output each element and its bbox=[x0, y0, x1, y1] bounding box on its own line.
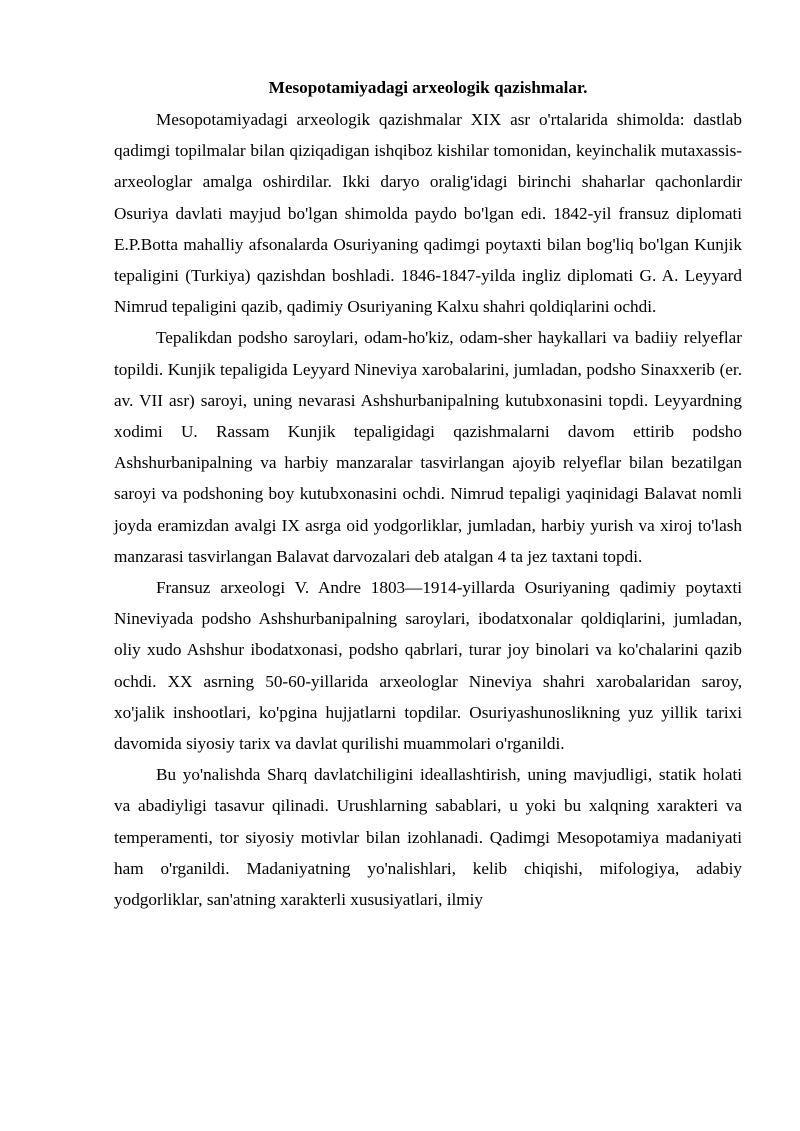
paragraph-3: Fransuz arxeologi V. Andre 1803—1914-yillarda Osuriyaning qadimiy poytaxti Nineviyada podsho Ashshurbanipalning saroylari, ibodatxonalar qoldiqlarini, jumladan, oliy xudo Ashshur ibodatxonasi, podsho qabrlari, turar joy binolari va ko'chalarini qazib ochdi. XX asrning 50-60-yillarida arxeologlar Nineviya shahri xarobalaridan saroy, xo'jalik inshootlari, ko'pgina hujjatlarni topdilar. Osuriyashunoslikning yuz yillik tarixi davomida siyosiy tarix va davlat qurilishi muammolari o'rganildi. bbox=[114, 578, 742, 754]
document-title: Mesopotamiyadagi arxeologik qazishmalar. bbox=[268, 78, 588, 97]
paragraph-1: Mesopotamiyadagi arxeologik qazishmalar XIX asr o'rtalarida shimolda: dastlab qadimgi topilmalar bilan qiziqadigan ishqiboz kishilar tomonidan, keyinchalik mutaxassis-arxeologlar amalga oshirdilar. Ikki daryo oralig'idagi birinchi shaharlar qachonlardir Osuriya davlati mayjud bo'lgan shimolda paydo bo'lgan edi. 1842-yil fransuz diplomati E.P.Botta mahalliy afsonalarda Osuriyaning qadimgi poytaxti bilan bog'liq bo'lgan Kunjik tepaligini (Turkiya) qazishdan boshladi. 1846-1847-yilda ingliz diplomati G. A. Leyyard Nimrud tepaligini qazib, qadimiy Osuriyaning Kalxu shahri qoldiqlarini ochdi. bbox=[114, 110, 742, 317]
paragraph-4: Bu yo'nalishda Sharq davlatchiligini ideallashtirish, uning mavjudligi, statik holati va abadiyligi tasavur qilinadi. Urushlarning sabablari, u yoki bu xalqning xarakteri va temperamenti, tor siyosiy motivlar bilan izohlanadi. Qadimgi Mesopotamiya madaniyati ham o'rganildi. Madaniyatning yo'nalishlari, kelib chiqishi, mifologiya, adabiy yodgorliklar, san'atning xarakterli xususiyatlari, ilmiy bbox=[114, 765, 742, 910]
paragraph-2: Tepalikdan podsho saroylari, odam-ho'kiz, odam-sher haykallari va badiiy relyeflar topildi. Kunjik tepaligida Leyyard Nineviya xarobalarini, jumladan, podsho Sinaxxerib (er. av. VII asr) saroyi, uning nevarasi Ashshurbanipalning kutubxonasini topdi. Leyyardning xodimi U. Rassam Kunjik tepaligidagi qazishmalarni davom ettirib podsho Ashshurbanipalning va harbiy manzaralar tasvirlangan ajoyib relyeflar bilan bezatilgan saroyi va podshoning boy kutubxonasini ochdi. Nimrud tepaligi yaqinidagi Balavat nomli joyda eramizdan avalgi IX asrga oid yodgorliklar, jumladan, harbiy yurish va xiroj to'lash manzarasi tasvirlangan Balavat darvozalari deb atalgan 4 ta jez taxtani topdi. bbox=[114, 328, 742, 566]
document-page bbox=[114, 74, 742, 915]
